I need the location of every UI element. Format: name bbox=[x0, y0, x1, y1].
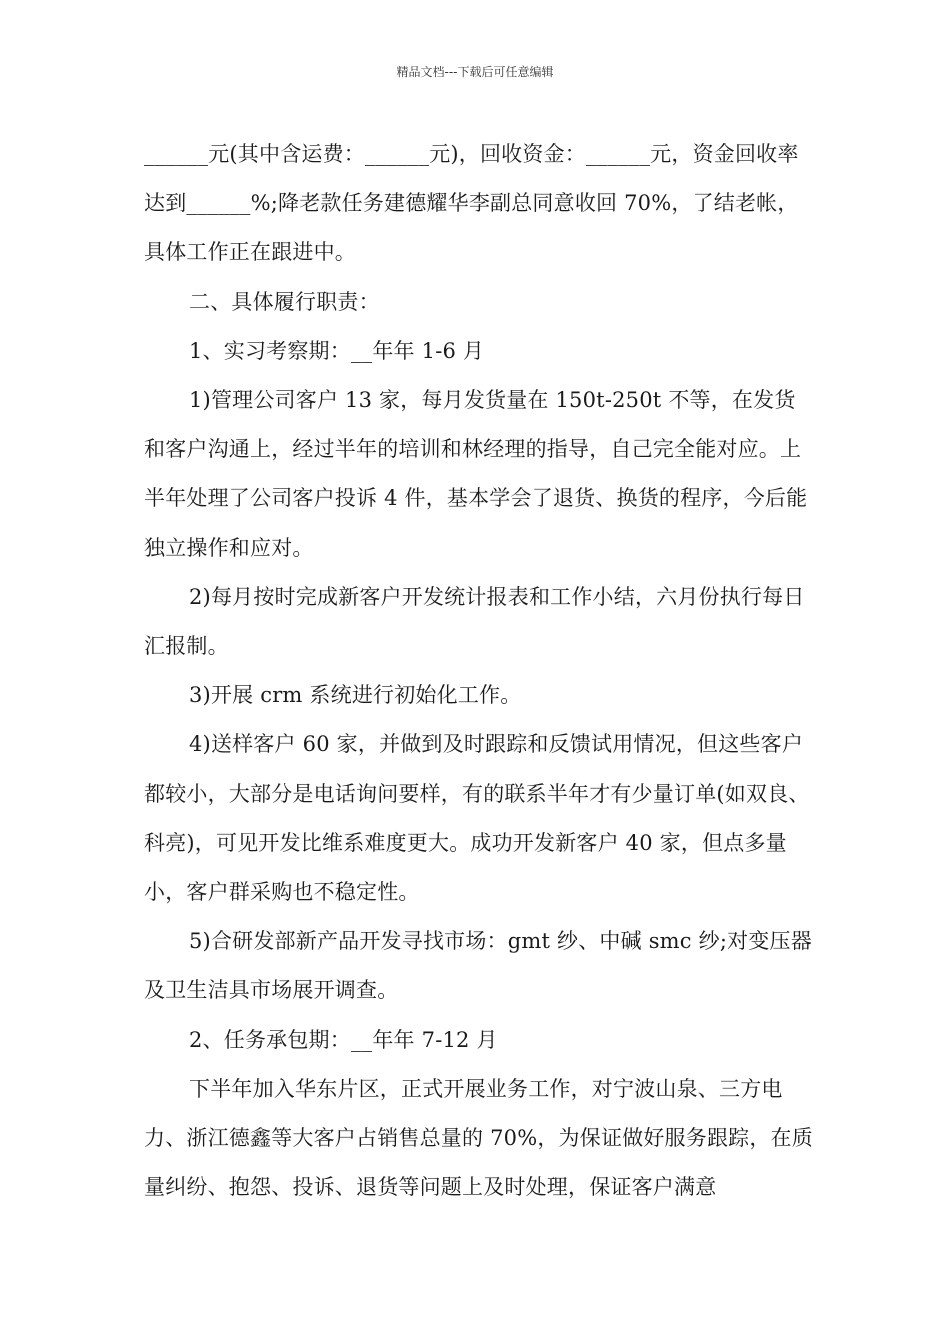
paragraph-funds-summary: ______元(其中含运费：______元)，回收资金：______元，资金回收率达到______%;降老款任务建德耀华李副总同意收回 70%，了结老帐，具体工作正在跟进中。 bbox=[144, 142, 799, 265]
section-heading-duties: 二、具体履行职责： bbox=[189, 289, 380, 314]
paragraph-item-5: 5)合研发部新产品开发寻找市场：gmt 纱、中碱 smc 纱;对变压器及卫生洁具市场展开调查。 bbox=[144, 929, 812, 1003]
subheading-internship-period: 1、实习考察期：__年年 1-6 月 bbox=[189, 338, 485, 363]
paragraph-second-half: 下半年加入华东片区，正式开展业务工作，对宁波山泉、三方电力、浙江德鑫等大客户占销售总量的 70%，为保证做好服务跟踪，在质量纠纷、抱怨、投诉、退货等问题上及时处理，保证客户满意 bbox=[144, 1076, 813, 1200]
paragraph-item-2: 2)每月按时完成新客户开发统计报表和工作小结，六月份执行每日汇报制。 bbox=[144, 584, 805, 659]
page-header: 精品文档---下载后可任意编辑 bbox=[396, 65, 554, 79]
paragraph-item-4: 4)送样客户 60 家，并做到及时跟踪和反馈试用情况，但这些客户都较小，大部分是电话询问要样，有的联系半年才有少量订单(如双良、科亮)，可见开发比维系难度更大。成功开发新客户 40 家，但点多量小，客户群采购也不稳定性。 bbox=[144, 732, 810, 905]
paragraph-item-3: 3)开展 crm 系统进行初始化工作。 bbox=[189, 683, 522, 708]
paragraph-item-1: 1)管理公司客户 13 家，每月发货量在 150t-250t 不等，在发货和客户沟通上，经过半年的培训和林经理的指导，自己完全能对应。上半年处理了公司客户投诉 4 件，基本学会了退货、换货的程序，今后能独立操作和应对。 bbox=[144, 388, 808, 560]
document-body bbox=[144, 130, 814, 1212]
subheading-contract-period: 2、任务承包期：__年年 7-12 月 bbox=[189, 1027, 498, 1052]
